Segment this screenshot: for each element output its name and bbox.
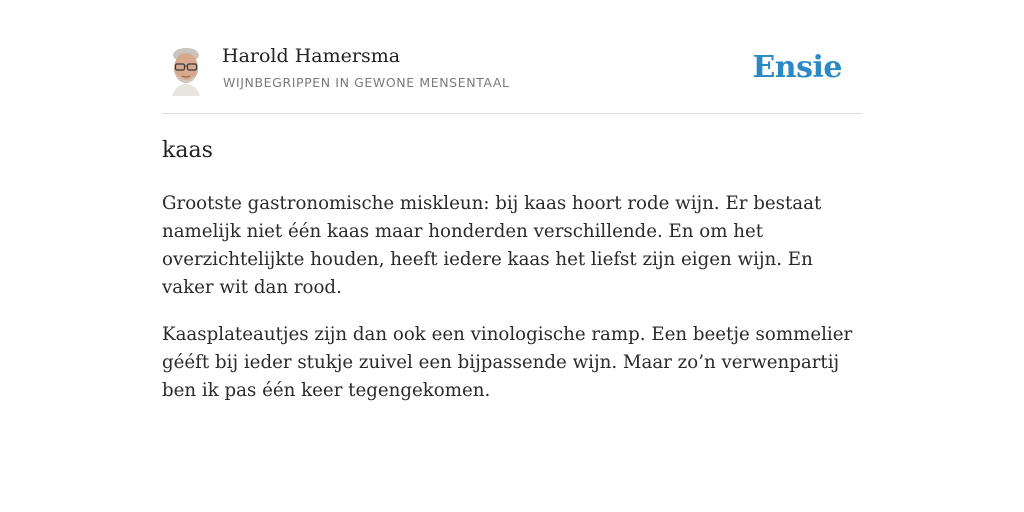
author-avatar[interactable] xyxy=(162,46,210,96)
entry-body xyxy=(162,190,867,424)
entry-title: kaas xyxy=(162,138,213,163)
author-header xyxy=(162,0,862,114)
entry-paragraph: Grootste gastronomische miskleun: bij kaas hoort rode wijn. Er bestaat namelijk niet één kaas maar honderden verschillende. En om het overzichtelijkte houden, heeft iedere kaas het liefst zijn eigen wijn. En vaker wit dan rood. xyxy=(162,193,822,298)
entry-paragraph: Kaasplateautjes zijn dan ook een vinologische ramp. Een beetje sommelier gééft bij ieder stukje zuivel een bijpassende wijn. Maar zo’n verwenpartij ben ik pas één keer tegengekomen. xyxy=(162,324,853,401)
author-tagline: WIJNBEGRIPPEN IN GEWONE MENSENTAAL xyxy=(223,75,510,90)
avatar-portrait-icon xyxy=(162,46,210,96)
author-name[interactable]: Harold Hamersma xyxy=(222,45,401,67)
content-container xyxy=(162,0,862,401)
ensie-logo-link[interactable]: Ensie xyxy=(752,50,842,85)
